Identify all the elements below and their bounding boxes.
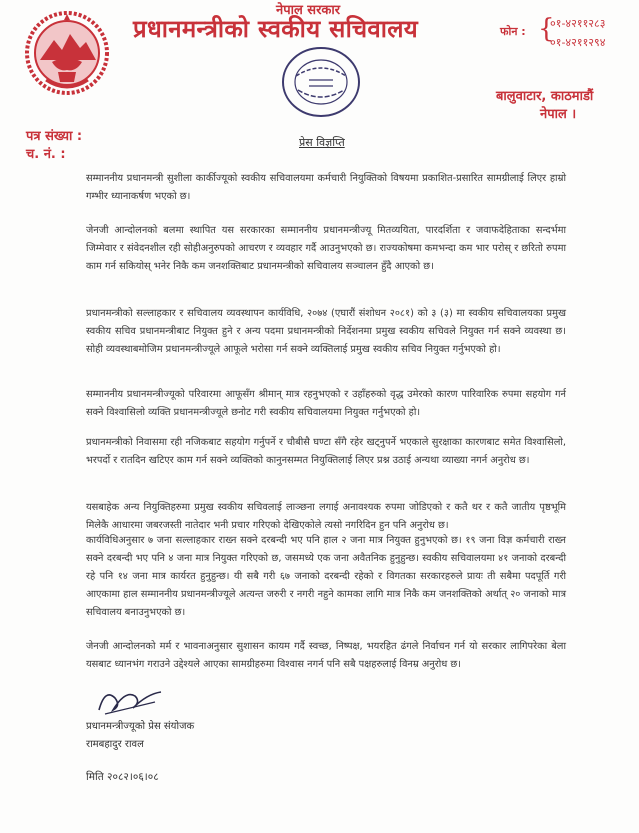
official-seal-stamp xyxy=(276,42,366,122)
brace-glyph: { xyxy=(538,14,555,44)
address-line-1: बालुवाटार, काठमाडौं xyxy=(496,89,594,104)
phone-label: फोन : xyxy=(500,25,526,38)
phone-block xyxy=(500,10,632,54)
dispatch-number-label: च. नं. : xyxy=(26,147,66,162)
office-title: प्रधानमन्त्रीको स्वकीय सचिवालय xyxy=(133,15,419,43)
paragraph-5: प्रधानमन्त्रीको निवासमा रही नजिकबाट सहयोग गर्नुपर्ने र चौबीसै घण्टा सँगै रहेर खट्नुपर्ने भएकाले सुरक्षाका कारणबाट समेत विश्वासिलो, भरपर्दो र रातदिन खटिएर काम गर्न सक्ने व्यक्तिको कानुनसम्मत नियुक्तिलाई लिएर प्रश्न उठाई अन्यथा व्याख्या नगर्न अनुरोध छ। xyxy=(86,436,566,466)
address-line-2: नेपाल । xyxy=(540,107,577,122)
country-name: नेपाल सरकार xyxy=(276,3,341,18)
paragraph-7: कार्यविधिअनुसार ७ जना सल्लाहकार राख्न सक्ने दरबन्दी भए पनि हाल २ जना मात्र नियुक्त हुनुभएको छ। १९ जना विज्ञ कर्मचारी राख्न सक्ने दरबन्दी भए पनि ४ जना मात्र नियुक्त गरिएको छ, जसमध्ये एक जना अवैतनिक हुनुहुन्छ। स्वकीय सचिवालयमा ४१ जनाको दरबन्दी रहे पनि १४ जना मात्र कार्यरत हुनुहुन्छ। यी सबै गरी ६७ जनाको दरबन्दी रहेको र विगतका सरकारहरुले प्रायः ती सबैमा पदपूर्ति गरी आएकामा हाल सम्माननीय प्रधानमन्त्रीज्यूले अत्यन्त जरुरी र नगरी नहुने कामका लागि मात्र निकै कम जनशक्तिको अर्थात् २० जनाको मात्र सचिवालय बनाउनुभएको छ। xyxy=(86,534,566,618)
paragraph-8: जेनजी आन्दोलनको मर्म र भावनाअनुसार सुशासन कायम गर्दै स्वच्छ, निष्पक्ष, भयरहित ढंगले निर्वाचन गर्न यो सरकार लागिपरेका बेला यसबाट ध्यानभंग गराउने उद्देश्यले आएका सामग्रीहरुमा विश्वास नगर्न पनि सबै पक्षहरुलाई विनम्र अनुरोध छ। xyxy=(86,640,566,670)
signatory-title: प्रधानमन्त्रीज्यूको प्रेस संयोजक xyxy=(86,721,195,732)
signature-scribble xyxy=(95,680,165,720)
document-subject: प्रेस विज्ञप्ति xyxy=(299,136,345,149)
phone-number-1: ०१-४२११२८३ xyxy=(550,17,606,30)
paragraph-1: सम्माननीय प्रधानमन्त्री सुशीला कार्कीज्यूको स्वकीय सचिवालयमा कर्मचारी नियुक्तिको विषयमा प्रकाशित-प्रसारित सामग्रीलाई लिएर हाम्रो गम्भीर ध्यानाकर्षण भएको छ। xyxy=(86,172,566,202)
document-date: मिति २०८२।०६।०८ xyxy=(86,771,159,783)
phone-number-2: ०१-४२११२९४ xyxy=(550,36,606,49)
paragraph-4: सम्माननीय प्रधानमन्त्रीज्यूको परिवारमा आफूसँग श्रीमान् मात्र रहनुभएको र उहाँहरुको वृद्ध उमेरको कारण पारिवारिक रुपमा सहयोग गर्न सक्ने विश्वासिलो व्यक्ति प्रधानमन्त्रीज्यूले छनोट गरी स्वकीय सचिवालयमा नियुक्त गर्नुभएको हो। xyxy=(86,388,566,418)
paragraph-2: जेनजी आन्दोलनको बलमा स्थापित यस सरकारका सम्माननीय प्रधानमन्त्रीज्यू मितव्ययिता, पारदर्शिता र जवाफदेहिताका सन्दर्भमा जिम्मेवार र संवेदनशील रही सोहीअनुरुपको आचरण र व्यवहार गर्दै आउनुभएको छ। राज्यकोषमा कमभन्दा कम भार परोस् र छरितो रुपमा काम गर्न सकियोस् भनेर निकै कम जनशक्तिबाट प्रधानमन्त्रीको सचिवालय सञ्चालन हुँदै आएको छ। xyxy=(86,224,566,272)
signatory-name: रामबहादुर रावल xyxy=(86,739,144,750)
nepal-emblem-icon xyxy=(24,10,110,96)
paragraph-6: यसबाहेक अन्य नियुक्तिहरुमा प्रमुख स्वकीय सचिवलाई लाञ्छना लगाई अनावश्यक रुपमा जोडिएको र कतै थर र कतै जातीय पृष्ठभूमि मिलेकै आधारमा जबरजस्ती नातेदार भनी प्रचार गरिएको देखिएकोले त्यसो नगरिदिन हुन पनि अनुरोध छ। xyxy=(86,501,566,531)
reference-number-label: पत्र संख्या : xyxy=(26,129,83,144)
paragraph-3: प्रधानमन्त्रीको सल्लाहकार र सचिवालय व्यवस्थापन कार्यविधि, २०७४ (एघारौं संशोधन २०८१) को ३ (३) मा स्वकीय सचिवालयका प्रमुख स्वकीय सचिव प्रधानमन्त्रीबाट नियुक्त हुने र अन्य पदमा प्रधानमन्त्रीको निर्देशनमा प्रमुख स्वकीय सचिवले नियुक्त गर्न सक्ने व्यवस्था छ। सोही व्यवस्थाबमोजिम प्रधानमन्त्रीज्यूले आफूले भरोसा गर्न सक्ने व्यक्तिलाई प्रमुख स्वकीय सचिव नियुक्त गर्नुभएको हो। xyxy=(86,307,566,355)
